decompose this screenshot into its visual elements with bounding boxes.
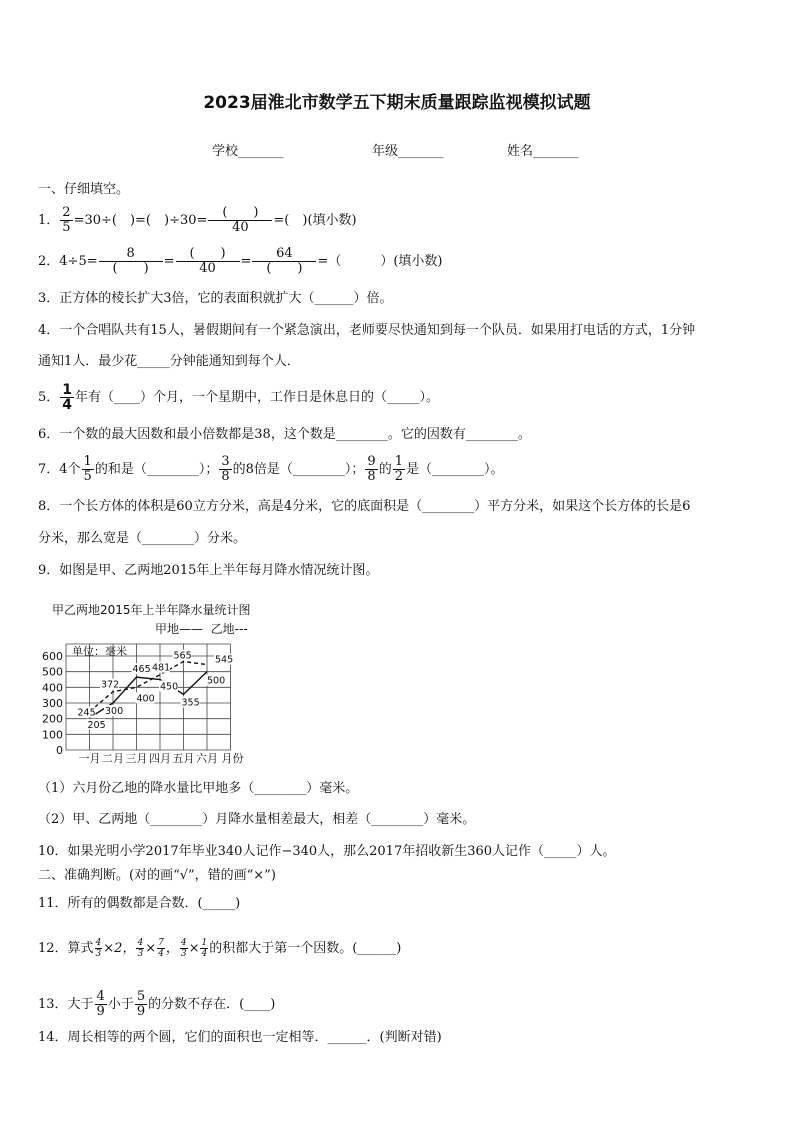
q7-part-5: 是（________）。 [405, 462, 504, 477]
q12-f5-num: 1 [201, 938, 208, 948]
legend-item-jia: 甲地—— [155, 622, 204, 636]
question-8-line-2: 分米，那么宽是（________）分米。 [38, 531, 247, 546]
q12-fraction-3 [157, 938, 165, 959]
q13-part-1: 13．大于 [38, 997, 94, 1012]
data-label: 205 [87, 719, 106, 731]
q7-f1-den: 5 [83, 469, 92, 484]
question-6: 6．一个数的最大因数和最小倍数都是38，这个数是________。它的因数有________。 [38, 427, 531, 442]
question-4-line-2: 通知1人．最少花_____分钟能通知到每个人． [38, 354, 300, 369]
q7-f4-num: 1 [394, 454, 403, 469]
question-9-sub-1: （1）六月份乙地的降水量比甲地多（________）毫米。 [38, 781, 359, 796]
question-12 [38, 938, 756, 959]
question-14: 14．周长相等的两个圆，它们的面积也一定相等．______．(判断对错) [38, 1030, 442, 1045]
page-title: 2023届淮北市数学五下期末质量跟踪监视模拟试题 [203, 93, 591, 113]
q2-fraction-b [176, 247, 240, 276]
q12-f2-num: 4 [137, 938, 144, 948]
question-4-line-1: 4．一个合唱队共有15人，暑假期间有一个紧急演出，老师要尽快通知到每一个队员．如果用打电话的方式，1分钟 [38, 323, 696, 338]
q12-fraction-5 [200, 938, 208, 959]
y-tick-label: 500 [42, 665, 63, 679]
y-tick-label: 300 [42, 697, 63, 710]
q1-frac-b-num: ( ) [208, 206, 272, 221]
y-tick-label: 0 [56, 744, 63, 757]
section-2-heading: 二、准确判断。(对的画“√”，错的画“×”) [38, 868, 276, 883]
q12-separator: ， [165, 941, 179, 956]
q12-times-3: × [188, 941, 200, 956]
y-tick-label: 600 [42, 650, 63, 663]
q7-part-3: 的8倍是（________）； [232, 462, 365, 477]
data-label: 481 [152, 662, 171, 674]
q2-head: 4÷5= [59, 254, 98, 269]
y-tick-label: 200 [42, 712, 63, 726]
q7-part-2: 的和是（________）； [94, 462, 219, 477]
grade-field: 年级_______ [372, 144, 444, 159]
q1-number: 1． [38, 213, 60, 228]
x-tick-label: 四月 [149, 752, 171, 765]
q12-fraction-2 [136, 938, 144, 959]
data-label: 355 [181, 697, 200, 709]
data-label: 545 [215, 654, 234, 666]
q13-fraction-2 [135, 990, 147, 1019]
q7-f2-den: 8 [221, 469, 230, 484]
q5-frac-num: 1 [62, 382, 73, 398]
q12-f4-den: 3 [180, 949, 187, 959]
q2-frac-a-num: 8 [99, 247, 163, 262]
q2-frac-c-num: 64 [252, 247, 316, 262]
chart-title: 甲乙两地2015年上半年降水量统计图 [52, 603, 251, 617]
data-label: 245 [77, 707, 96, 719]
q12-f1-den: 3 [95, 949, 102, 959]
q12-fraction-4 [180, 938, 188, 959]
x-tick-label: 一月 [78, 752, 101, 765]
q12-part-1: 12．算式 [38, 941, 94, 956]
q2-equals-2: = [240, 254, 252, 269]
question-10: 10．如果光明小学2017年毕业340人记作−340人，那么2017年招收新生360人记作（_____）人。 [38, 844, 616, 859]
data-label: 500 [207, 675, 226, 687]
unit-label: 单位：毫米 [72, 645, 127, 658]
q13-fraction-1 [95, 990, 107, 1019]
question-9: 9．如图是甲、乙两地2015年上半年每月降水情况统计图。 [38, 563, 379, 578]
x-tick-label: 三月 [125, 752, 148, 765]
q13-f1-num: 4 [96, 989, 105, 1004]
question-11: 11．所有的偶数都是合数．(_____) [38, 896, 241, 911]
q1-tail: =( )(填小数) [273, 213, 357, 228]
q12-f3-den: 4 [158, 949, 164, 959]
q2-frac-c-den: ( ) [266, 261, 303, 276]
q12-f2-den: 3 [137, 949, 144, 959]
name-field: 姓名_______ [507, 144, 579, 159]
q2-fraction-c [252, 247, 316, 276]
q12-tail: 的积都大于第一个因数。(______) [209, 941, 402, 956]
q12-times-2: × [145, 941, 157, 956]
q2-equals-1: = [163, 254, 175, 269]
q1-frac-b-den: 40 [232, 220, 249, 235]
q7-f2-num: 3 [221, 454, 230, 469]
q7-fraction-3 [365, 455, 377, 484]
question-2 [38, 247, 756, 276]
q7-fraction-4 [393, 455, 405, 484]
data-label: 400 [136, 693, 155, 705]
q7-fraction-1 [82, 455, 94, 484]
q13-f2-num: 5 [136, 989, 146, 1004]
question-3: 3．正方体的棱长扩大3倍，它的表面积就扩大（______）倍。 [38, 291, 393, 306]
q5-fraction [60, 383, 74, 412]
q7-part-4: 的 [378, 462, 392, 477]
q7-f4-den: 2 [394, 469, 403, 484]
question-7 [38, 455, 756, 484]
q13-f1-den: 9 [96, 1004, 105, 1019]
q7-fraction-2 [219, 455, 231, 484]
q1-fraction-a [60, 206, 72, 235]
q1-middle: =30÷( )=( )÷30= [73, 213, 208, 228]
q13-part-3: 的分数不存在．(____) [148, 997, 276, 1012]
question-1 [38, 206, 756, 235]
q2-frac-b-den: 40 [199, 261, 216, 276]
q2-frac-b-num: ( ) [176, 247, 240, 262]
data-label: 372 [101, 679, 120, 691]
question-9-sub-2: （2）甲、乙两地（________）月降水量相差最大，相差（________）毫米。 [38, 812, 476, 827]
x-tick-label: 二月 [102, 752, 124, 765]
q1-frac-a-num: 2 [62, 205, 71, 220]
q12-times-1: ×2， [103, 941, 136, 956]
q12-fraction-1 [95, 938, 103, 959]
q1-frac-a-den: 5 [62, 220, 71, 235]
x-axis-title: 月份 [221, 752, 244, 765]
data-label: 565 [173, 650, 192, 662]
data-label: 465 [132, 664, 151, 676]
data-label: 300 [105, 706, 124, 717]
legend-item-yi: 乙地--- [210, 622, 248, 636]
section-1-heading: 一、仔细填空。 [38, 182, 130, 197]
question-13 [38, 990, 756, 1019]
q7-f1-num: 1 [83, 454, 92, 469]
q2-frac-a-den: ( ) [112, 261, 149, 276]
q7-part-1: 7．4个 [38, 462, 81, 477]
q2-fraction-a [99, 247, 163, 276]
q12-f5-den: 4 [201, 949, 208, 959]
q5-frac-den: 4 [62, 397, 73, 413]
school-field: 学校_______ [212, 144, 284, 159]
q5-number: 5． [38, 390, 60, 405]
rainfall-line-chart [30, 634, 270, 766]
x-tick-label: 六月 [196, 752, 218, 765]
q13-f2-den: 9 [136, 1004, 146, 1019]
question-8-line-1: 8．一个长方体的体积是60立方分米，高是4分米，它的底面积是（________）平方分米，如果这个长方体的长是6 [38, 499, 691, 514]
q2-number: 2． [38, 254, 60, 269]
q5-tail: 年有（____）个月，一个星期中，工作日是休息日的（_____）。 [75, 390, 440, 405]
q2-tail: =（ ）(填小数) [317, 254, 443, 269]
q13-part-2: 小于 [107, 997, 134, 1012]
y-tick-label: 100 [42, 728, 63, 742]
y-tick-label: 400 [42, 681, 63, 695]
question-5 [38, 383, 756, 412]
q12-f1-num: 4 [95, 938, 102, 948]
x-tick-label: 五月 [172, 752, 195, 765]
q1-fraction-b [208, 206, 272, 235]
q7-f3-den: 8 [367, 469, 376, 484]
q12-f3-num: 7 [158, 938, 164, 948]
q12-f4-num: 4 [180, 938, 187, 948]
q7-f3-num: 9 [367, 454, 376, 469]
data-label: 450 [160, 681, 179, 693]
